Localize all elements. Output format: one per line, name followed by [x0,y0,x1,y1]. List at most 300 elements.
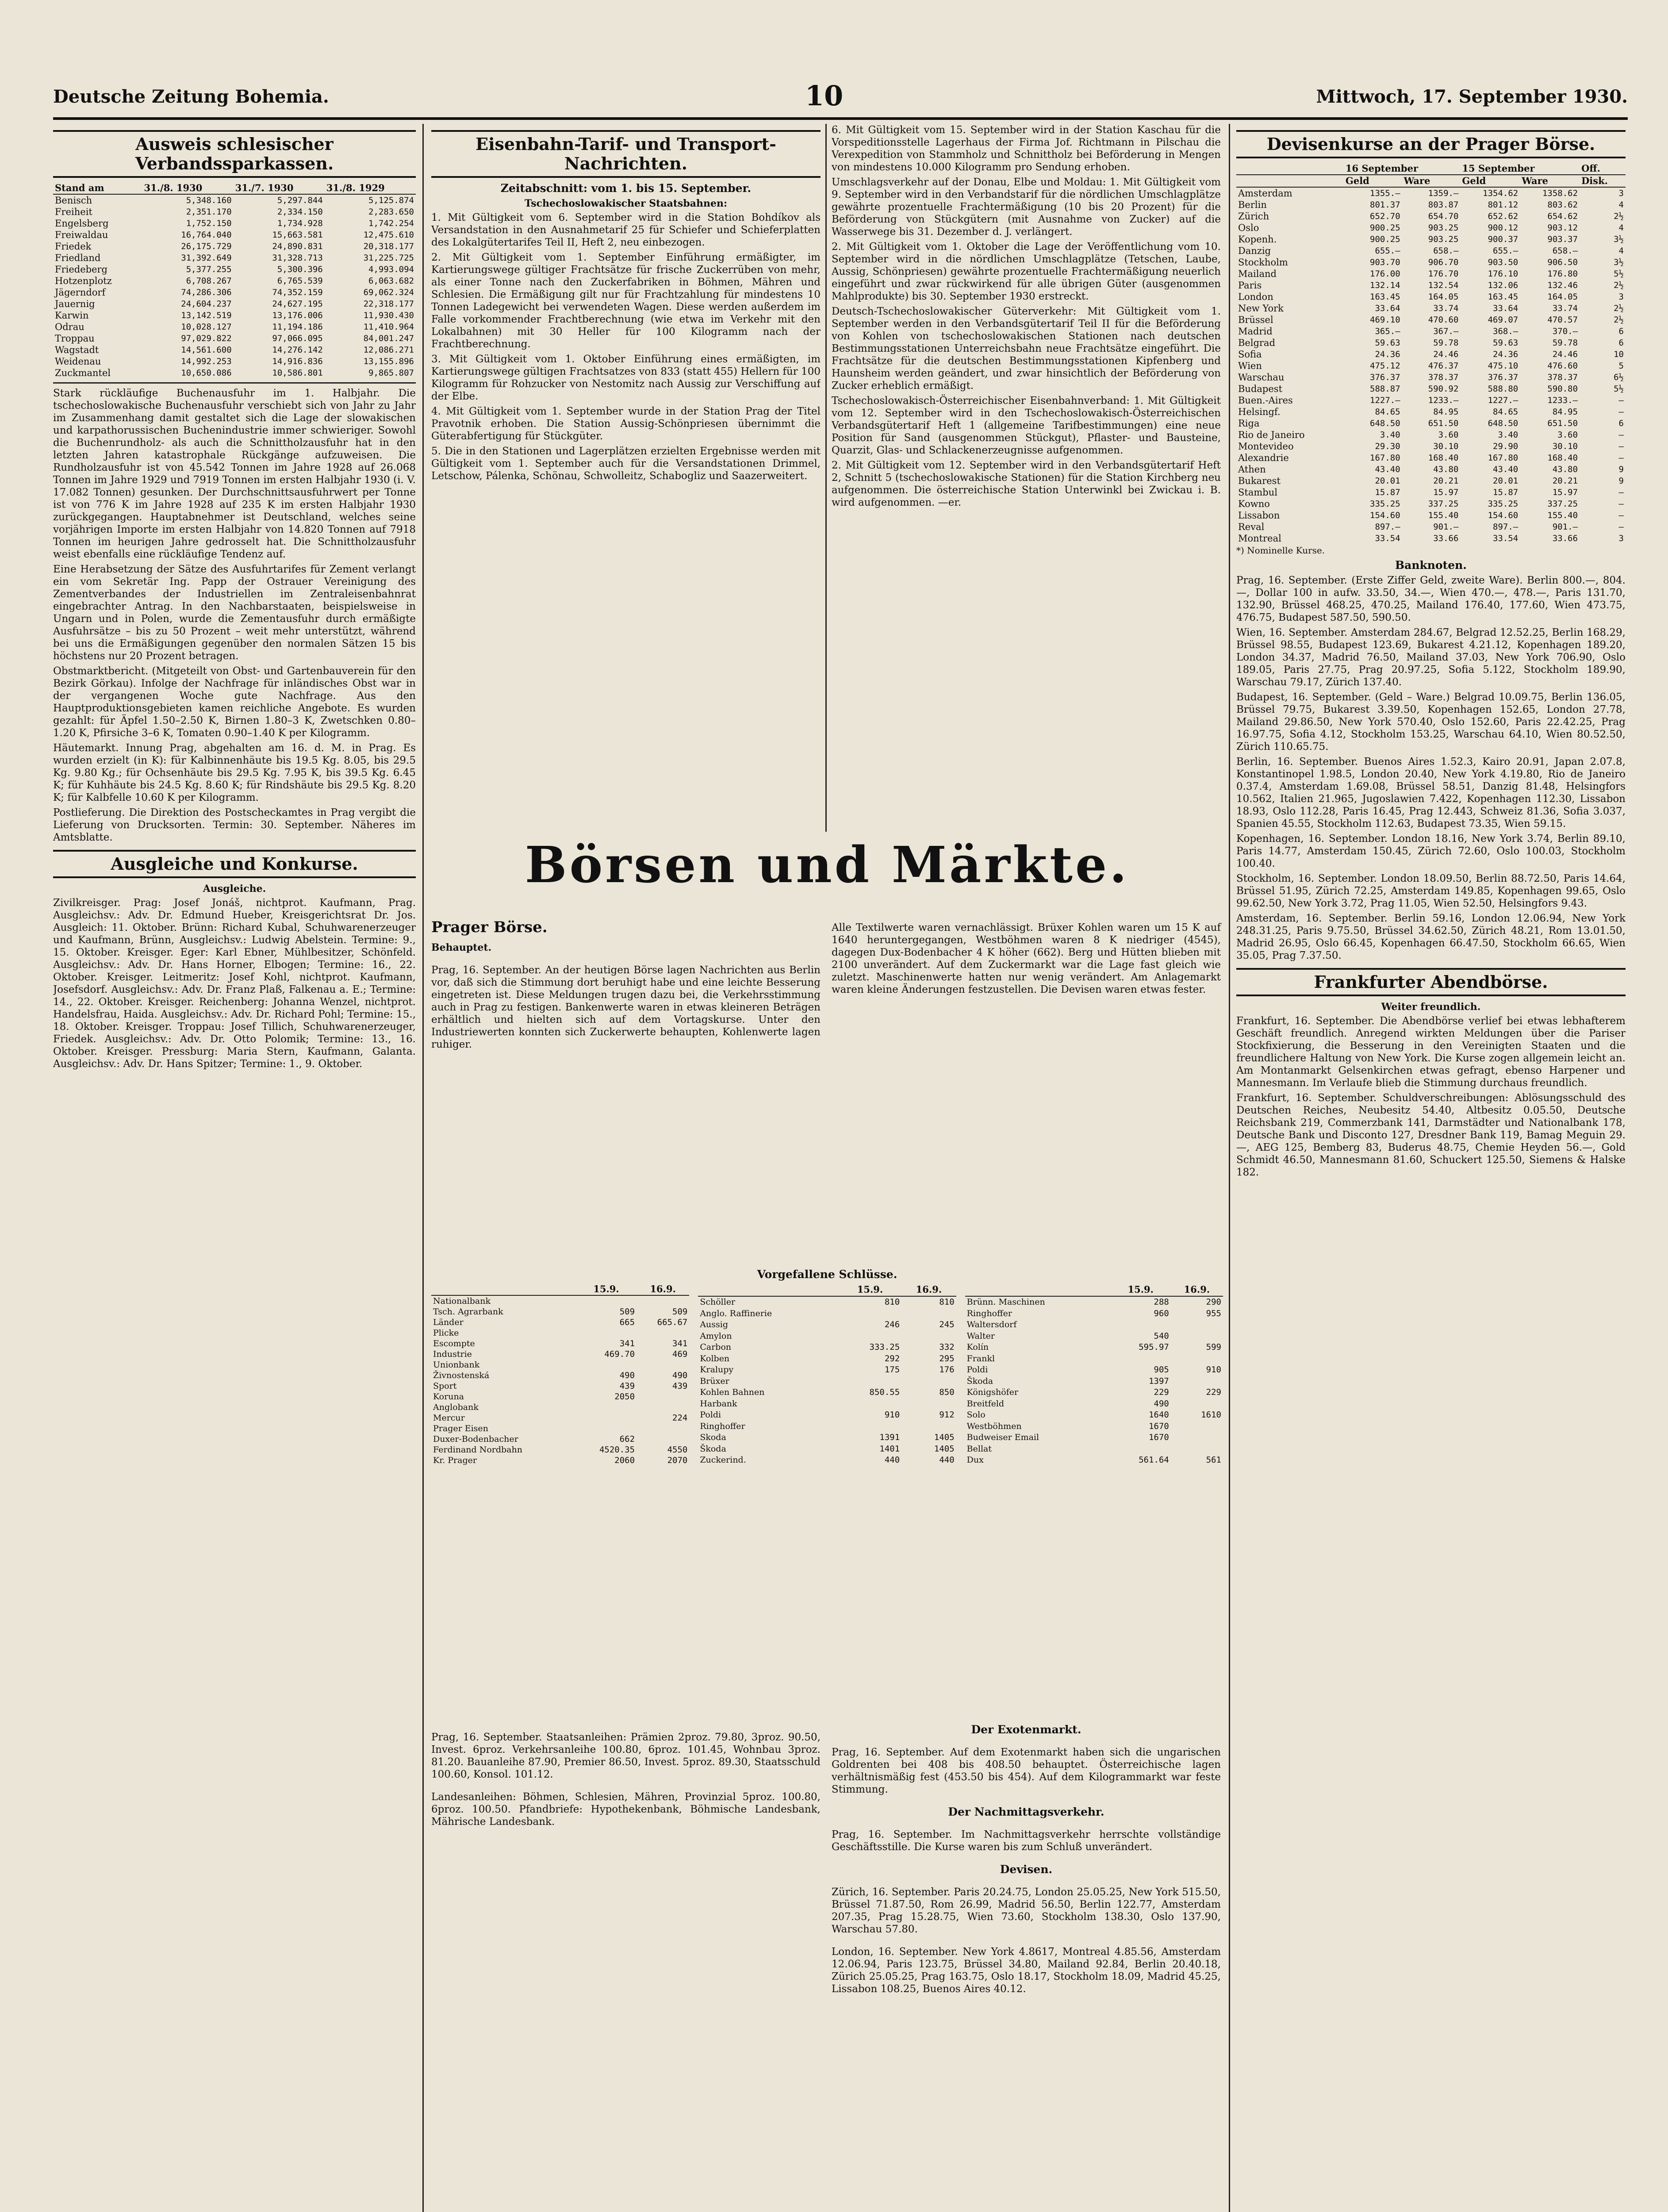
cell-value: 470.60 [1428,315,1459,325]
cell-value: 20.21 [1552,476,1578,486]
table-row [965,1398,1223,1409]
cell-value: 655.— [1493,246,1518,256]
cell-value: 651.50 [1428,419,1459,428]
table-header: Geld [1460,175,1520,187]
table-row [698,1398,956,1409]
row-label: Anglobank [433,1402,479,1412]
cell-value: 176.80 [1547,269,1578,279]
table-header [698,1283,838,1296]
row-label: Škoda [700,1444,726,1454]
cell-value: 588.80 [1488,384,1518,394]
cell-value: 901.— [1552,522,1578,532]
cell-value [637,1391,689,1402]
banknoten-title: Banknoten. [1395,559,1467,572]
table-row [698,1421,956,1432]
paragraph: 3. Mit Gültigkeit vom 1. Oktober Einführung eines ermäßigten, im Kartierungswege gültigen Frachtsatzes von 833 (statt 455) Hellern für 100 Kilogramm für Rohzucker von Nestomitz nach Aussig zur Verschiffung auf der Elbe. [431,353,821,402]
cell-value: 3½ [1614,257,1624,267]
cell-value: 15.87 [1375,488,1400,497]
page-header [53,82,1628,120]
cell-value: 14,916.836 [272,357,323,366]
row-label: Hotzenplotz [55,276,112,286]
cell-value: 10,028.127 [181,322,232,332]
cell-value [637,1295,689,1306]
footnote: *) Nominelle Kurse. [1236,545,1325,556]
table-row [698,1432,956,1443]
cell-value: 378.37 [1428,373,1459,382]
row-label: Amylon [700,1331,732,1341]
cell-value: 469.10 [1370,315,1400,325]
cell-value: 648.50 [1370,419,1400,428]
cell-value: 163.45 [1370,292,1400,302]
row-label: Živnostenská [433,1371,490,1380]
cell-value: 469 [672,1349,688,1359]
row-label: Riga [1238,418,1260,429]
cell-value: 59.78 [1552,338,1578,348]
table-row [53,287,416,298]
cell-value: 333.25 [869,1342,900,1352]
cell-value: 897.— [1375,522,1400,532]
row-label: Ringhoffer [700,1421,745,1431]
cell-value [901,1330,956,1341]
table-row [53,356,416,367]
paragraph: 5. Die in den Stationen und Lagerplätzen erzielten Ergebnisse werden mit Gültigkeit vom 1. September auch für die Versandstationen Drimmel, Letschow, Pálenka, Schönau, Schwolleitz, Schabogliz und Saazerweitert. [431,445,821,482]
cell-value: 6,063.682 [368,276,414,286]
cell-value: 335.25 [1488,499,1518,509]
cell-value: 801.12 [1488,200,1518,210]
row-label: Industrie [433,1349,472,1359]
row-label: Stambul [1238,487,1277,498]
cell-value [1171,1353,1223,1364]
table-row [431,1370,689,1381]
cell-value: 246 [884,1320,900,1330]
boerse-continued [832,911,1221,1006]
cell-value: 905 [1154,1365,1169,1375]
paragraph: Prag, 16. September. Auf dem Exotenmarkt haben sich die ungarischen Goldrenten bei 408 bis 408.50 behauptet. Österreichische lagen verhältnismäßig fest (453.50 bis 454). Auf dem Kilogrammarkt war feste Stimmung. [832,1747,1221,1795]
table-row [965,1342,1223,1353]
table-header: 15.9. [1111,1283,1171,1296]
row-label: Kr. Prager [433,1455,477,1465]
cell-value: 132.54 [1428,280,1459,290]
cell-value: 341 [619,1339,635,1348]
cell-value: 2½ [1614,280,1624,290]
cell-value: 1227.— [1370,396,1400,405]
row-label: Berlin [1238,200,1267,210]
table-row [698,1296,956,1308]
cell-value: — [1618,396,1624,405]
cell-value: 490 [1154,1398,1169,1409]
cell-value: 176 [939,1365,955,1375]
cell-value: 43.40 [1375,465,1400,474]
table-row [698,1364,956,1375]
ausgleiche-title: Ausgleiche und Konkurse. [53,850,416,878]
row-label: Mailand [1238,269,1277,279]
cell-value: 658.— [1433,246,1459,256]
cell-value: — [1618,499,1624,509]
cell-value: 74,352.159 [272,288,323,297]
cell-value: 652.70 [1370,211,1400,221]
devisen-title: Devisen. [1000,1863,1053,1876]
table-row [1236,349,1626,360]
cell-value: 4,993.094 [368,265,414,274]
cell-value: 12,475.610 [363,230,414,240]
cell-value: 1670 [1149,1432,1169,1443]
paragraph: 2. Mit Gültigkeit vom 1. Oktober die Lage der Veröffentlichung vom 10. September wird in die nördlichen Umschlagplätze (Tetschen, Laube, Aussig, Schönpriesen) gewährte prozentuelle Frachtermäßigung neuerlich eingeführt und zwar rückwirkend für alle übrigen Güter (ausgenommen Mahlprodukte) bis 30. September 1930 erstreckt. [832,241,1221,302]
paragraph: London, 16. September. New York 4.8617, Montreal 4.85.56, Amsterdam 12.06.94, Paris 123.75, Brüssel 34.80, Mailand 92.84, Berlin 20.40.18, Zürich 25.05.25, Prag 163.75, Oslo 18.17, Stockholm 18.09, Madrid 45.25, Lissabon 108.25, Buenos Aires 40.12. [832,1946,1221,1995]
table-header: Disk. [1580,175,1626,187]
cell-value: 654.62 [1547,211,1578,221]
table-row [1236,222,1626,234]
cell-value: 154.60 [1488,511,1518,520]
cell-value: 10,586.801 [272,368,323,378]
cell-value: 292 [884,1353,900,1363]
cell-value: 1,742.254 [368,219,414,228]
cell-value: 1359.— [1428,188,1459,198]
cell-value: 440 [939,1455,955,1465]
table-row [1236,211,1626,222]
row-label: Athen [1238,464,1266,475]
cell-value: 652.62 [1488,211,1518,221]
cell-value: 850.55 [869,1387,900,1398]
table-row [698,1375,956,1386]
cell-value [1171,1330,1223,1341]
cell-value: 168.40 [1428,453,1459,463]
cell-value: 901.— [1433,522,1459,532]
cell-value: 84.95 [1433,407,1459,417]
devisenkurse-title: Devisenkurse an der Prager Börse. [1236,130,1626,158]
row-label: Oslo [1238,223,1259,233]
cell-value: 6 [1618,338,1624,348]
column-1 [53,124,416,2212]
cell-value: 509 [672,1307,688,1317]
table-row [53,206,416,218]
cell-value: 12,086.271 [363,345,414,355]
table-header: 15.9. [839,1283,901,1296]
cell-value: 43.80 [1433,465,1459,474]
table-row [965,1319,1223,1330]
cell-value: 176.10 [1488,269,1518,279]
sparkassen-table [53,182,416,379]
table-row [698,1330,956,1341]
cell-value: 561.64 [1139,1455,1169,1465]
cell-value: 74,286.306 [181,288,232,297]
cell-value: 15.87 [1493,488,1518,497]
cell-value: 378.37 [1547,373,1578,382]
cell-value: 4 [1618,200,1624,210]
cell-value: 897.— [1493,522,1518,532]
table-row [965,1387,1223,1398]
table-row [965,1421,1223,1432]
cell-value: 229 [1154,1387,1169,1398]
row-label: Weidenau [55,356,101,367]
cell-value: 9 [1618,476,1624,486]
table-row [53,321,416,333]
cell-value [839,1398,901,1409]
cell-value: 11,930.430 [363,311,414,320]
row-label: Kowno [1238,499,1270,509]
row-label: Karwin [55,310,89,321]
cell-value: 2,334.150 [277,207,323,217]
row-label: Unionbank [433,1360,480,1370]
cell-value: 11,194.186 [272,322,323,332]
cell-value: 84.95 [1552,407,1578,417]
cell-value: 24,890.831 [272,242,323,251]
row-label: Freiwaldau [55,230,108,240]
row-label: Zürich [1238,211,1269,222]
row-label: Bellat [966,1444,992,1454]
row-label: Mercur [433,1413,465,1423]
cell-value: 84,001.247 [363,334,414,343]
table-row [1236,395,1626,406]
cell-value: 900.25 [1370,234,1400,244]
table-row [1236,521,1626,533]
row-label: Jauernig [55,299,95,309]
cell-value: 4550 [667,1445,688,1455]
row-label: Skoda [700,1432,726,1443]
prager-boerse-title: Prager Börse. [431,918,548,936]
cell-value: 30.10 [1433,442,1459,451]
cell-value: 2½ [1614,315,1624,325]
cell-value: 155.40 [1547,511,1578,520]
row-label: Amsterdam [1238,188,1292,199]
table-row [965,1432,1223,1443]
eisenbahn-subtitle: Zeitabschnitt: vom 1. bis 15. September. [500,182,752,195]
cell-value: 903.50 [1488,257,1518,267]
table-row [431,1413,689,1423]
table-row [965,1308,1223,1319]
row-label: Prager Eisen [433,1424,488,1433]
table-row [53,275,416,287]
cell-value: 900.37 [1488,234,1518,244]
cell-value: 20.21 [1433,476,1459,486]
cell-value: 801.37 [1370,200,1400,210]
cell-value [637,1423,689,1434]
paragraph: Stockholm, 16. September. London 18.09.50, Berlin 88.72.50, Paris 14.64, Brüssel 51.95, Zürich 72.25, Amsterdam 149.85, Kopenhagen 99.65, Oslo 99.62.50, New York 3.72, Prag 11.05, Wien 52.50, Helsingfors 9.43. [1236,873,1626,909]
table-row [698,1409,956,1421]
table-row [965,1364,1223,1375]
cell-value: 912 [939,1410,955,1420]
cell-value: 900.25 [1370,223,1400,233]
table-row [431,1455,689,1466]
cell-value: 476.37 [1428,361,1459,371]
cell-value: 20.01 [1493,476,1518,486]
cell-value: 490 [619,1371,635,1380]
cell-value: 1233.— [1547,396,1578,405]
table-row [1236,187,1626,199]
exoten-devisen [832,1721,1221,2005]
row-label: Nationalbank [433,1296,491,1306]
cell-value: 6 [1618,419,1624,428]
row-label: Kolín [966,1342,989,1352]
row-label: Kopenh. [1238,234,1277,245]
table-row [1236,406,1626,418]
cell-value [637,1434,689,1444]
cell-value: 33.74 [1433,303,1459,313]
table-header [965,1283,1111,1296]
column-rule [1229,124,1230,2212]
cell-value: 4 [1618,246,1624,256]
cell-value: 295 [939,1353,955,1363]
cell-value: 955 [1206,1308,1221,1318]
column-rule [422,124,424,2212]
table-row [698,1308,956,1319]
cell-value: 910 [1206,1365,1221,1375]
row-label: Reval [1238,522,1265,532]
row-label: Friedeberg [55,264,107,275]
cell-value: 13,155.896 [363,357,414,366]
cell-value: 588.87 [1370,384,1400,394]
cell-value: 6½ [1614,373,1624,382]
table-row [1236,498,1626,510]
cell-value: 14,992.253 [181,357,232,366]
row-label: Troppau [55,333,95,344]
cell-value: 1405 [934,1432,955,1443]
table-header: 31./8. 1929 [325,182,416,194]
row-label: Anglo. Raffinerie [700,1308,772,1318]
cell-value: 31,328.713 [272,253,323,263]
paragraph: Berlin, 16. September. Buenos Aires 1.52.3, Kairo 20.91, Japan 2.07.8, Konstantinopel 1.98.5, London 20.40, New York 4.19.80, Rio de Janeiro 0.37.4, Amsterdam 1.69.08, Brüssel 58.51, Danzig 81.48, Helsingfors 10.562, Italien 21.965, Jugoslawien 7.422, Kopenhagen 112.30, Lissabon 18.93, Oslo 112.28, Paris 16.45, Prag 12.443, Schweiz 81.36, Sofia 3.037, Spanien 45.55, Stockholm 112.63, Budapest 73.35, Wien 59.15. [1236,756,1626,830]
cell-value: 132.46 [1547,280,1578,290]
column-rule [825,124,827,832]
cell-value: 26,175.729 [181,242,232,251]
cell-value: 3.40 [1380,430,1400,440]
cell-value: 376.37 [1488,373,1518,382]
cell-value: 33.64 [1375,303,1400,313]
cell-value: — [1618,430,1624,440]
table-row [1236,464,1626,475]
table-row [1236,303,1626,314]
table-row [1236,234,1626,245]
paragraph: 4. Mit Gültigkeit vom 1. September wurde in der Station Prag der Titel Pravotnik erhoben. Die Station Aussig-Schönpriesen übernimmt die Güterabfertigung für Stückgüter. [431,406,821,442]
cell-value: 97,066.095 [272,334,323,343]
row-label: Engelsberg [55,218,109,229]
cell-value [1111,1443,1171,1454]
cell-value [576,1359,637,1370]
table-row [431,1402,689,1413]
cell-value [1111,1353,1171,1364]
cell-value: 1,734.928 [277,219,323,228]
table-row [431,1434,689,1444]
cell-value: 33.64 [1493,303,1518,313]
cell-value [901,1375,956,1386]
row-label: Rio de Janeiro [1238,430,1305,440]
row-label: Frankl [966,1353,995,1363]
cell-value [637,1328,689,1338]
cell-value: 595.97 [1139,1342,1169,1352]
table-header: 31./8. 1930 [142,182,233,194]
table-row [698,1319,956,1330]
cell-value: 590.80 [1547,384,1578,394]
paragraph: Amsterdam, 16. September. Berlin 59.16, London 12.06.94, New York 248.31.25, Paris 9.75.50, Brüssel 34.62.50, Zürich 48.21, Rom 13.01.50, Madrid 26.95, Oslo 66.45, Kopenhagen 66.47.50, Stockholm 66.65, Wien 35.05, Prag 7.37.50. [1236,913,1626,961]
cell-value: 9,865.807 [368,368,414,378]
table-row [431,1391,689,1402]
cell-value [1111,1319,1171,1330]
cell-value: 665.67 [657,1317,688,1327]
cell-value: 20.01 [1375,476,1400,486]
row-label: Westböhmen [966,1421,1022,1431]
cell-value: 1227.— [1488,396,1518,405]
cell-value: 14,561.600 [181,345,232,355]
cell-value: 476.60 [1547,361,1578,371]
article-obstmarkt: Obstmarktbericht. (Mitgeteilt von Obst- und Gartenbauverein für den Bezirk Görkau). Infolge der Nachfrage für inländisches Obst war in der vergangenen Woche gute Nachfrage. Aus den Hauptproduktionsgebieten kamen reichliche Angebote. Es wurden gezahlt: für Äpfel 1.50–2.50 K, Birnen 1.80–3 K, Zwetschken 0.80–1.20 K, Pfirsiche 3–6 K, Tomaten 0.90–1.40 K per Kilogramm. [53,665,416,739]
cell-value: 5,125.874 [368,196,414,205]
cell-value: 97,029.822 [181,334,232,343]
cell-value [839,1308,901,1319]
cell-value: 84.65 [1375,407,1400,417]
table-row [1236,199,1626,211]
cell-value: 167.80 [1488,453,1518,463]
table-header: 15 September [1460,163,1580,175]
cell-value: 5½ [1614,384,1624,394]
article-zementtarif: Eine Herabsetzung der Sätze des Ausfuhrtarifes für Zement verlangt ein vom Sekretär Ing. Papp der Ostrauer Vereinigung des Zementverbandes der Industriellen im Zentraleisenbahnrat eingebrachter Antrag. In den Nachbarstaaten, beispielsweise in Ungarn und in Polen, wurde die Zementausfuhr durch ermäßigte Ausfuhrsätze – bis zu 50 Prozent – weit mehr unterstützt, während bei uns die Ermäßigungen gegenüber den normalen Sätzen 15 bis höchstens nur 20 Prozent betragen. [53,564,416,662]
paragraph: Prag, 16. September. Staatsanleihen: Prämien 2proz. 79.80, 3proz. 90.50, Invest. 6proz. Verkehrsanleihe 100.80, 6proz. 101.45, Wohnbau 3proz. 81.20. Bauanleihe 87.90, Premier 86.50, Invest. 5proz. 89.30, Staatsschuld 100.60, Konsol. 101.12. [431,1732,821,1780]
cell-value: 154.60 [1370,511,1400,520]
cell-value: 903.70 [1370,257,1400,267]
row-label: Ringhoffer [966,1308,1012,1318]
cell-value: 164.05 [1547,292,1578,302]
table-row [1236,418,1626,429]
cell-value: 16,764.040 [181,230,232,240]
row-label: Brüssel [1238,315,1273,325]
cell-value: 33.74 [1552,303,1578,313]
cell-value: 910 [884,1410,900,1420]
cell-value: 2,283.650 [368,207,414,217]
paragraph: 2. Mit Gültigkeit vom 1. September Einführung ermäßigter, im Kartierungswege gültiger Frachtsätze für frische Zuckerrüben von mehr, als einer Tonne nach den Zuckerfabriken in Böhmen, Mähren und Schlesien. Die Ermäßigung gilt nur für Frachtzahlung für mindestens 10 Tonnen Ladegewicht bei verwendeten Wagen. Diese werden außerdem im Falle vorkommender Frachtberechnung (wie etwa im Verkehr mit den Lokalbahnen) mit 30 Heller für 100 Kilogramm nach der Frachtberechnung. [431,252,821,350]
cell-value: 132.14 [1370,280,1400,290]
row-label: Helsingf. [1238,407,1281,417]
cell-value: 4 [1618,223,1624,233]
paragraph: Prag, 16. September. (Erste Ziffer Geld, zweite Ware). Berlin 800.—, 804.—, Dollar 100 in aufw. 33.50, 34.—, Wien 470.—, 478.—, Paris 131.70, 132.90, Brüssel 468.25, 470.25, Mailand 176.40, 177.60, Wien 473.75, 476.75, Budapest 587.50, 590.50. [1236,575,1626,623]
cell-value: 440 [884,1455,900,1465]
row-label: Lissabon [1238,510,1280,521]
row-label: Poldi [700,1410,721,1420]
table-header: 16.9. [901,1283,956,1296]
cell-value: 2½ [1614,303,1624,313]
column-2 [431,124,821,832]
cell-value: 31,225.725 [363,253,414,263]
cell-value: 33.66 [1552,534,1578,543]
table-row [1236,337,1626,349]
page-number: 10 [805,80,844,112]
cell-value: 33.54 [1493,534,1518,543]
row-label: Ferdinand Nordbahn [433,1445,522,1455]
cell-value: 31,392.649 [181,253,232,263]
cell-value: 900.12 [1488,223,1518,233]
row-label: Koruna [433,1392,464,1402]
row-label: Waltersdorf [966,1320,1017,1330]
cell-value: 651.50 [1547,419,1578,428]
cell-value: 84.65 [1493,407,1518,417]
cell-value: 22,318.177 [363,299,414,309]
table-header: Ware [1402,175,1461,187]
table-row [431,1444,689,1455]
cell-value: 24.46 [1433,349,1459,359]
cell-value: 24.46 [1552,349,1578,359]
table-row [53,333,416,344]
table-row [53,310,416,321]
cell-value: — [1618,407,1624,417]
vorgefallene-schluesse [431,1265,1223,1466]
table-row [431,1423,689,1434]
cell-value [901,1308,956,1319]
cell-value: 168.40 [1547,453,1578,463]
cell-value: 176.70 [1428,269,1459,279]
schluesse-table-right [965,1283,1223,1466]
paragraph: Umschlagsverkehr auf der Donau, Elbe und Moldau: 1. Mit Gültigkeit vom 9. September wird in den Verbandstarif für die nördlichen Umschlagplätze gewährte prozentuelle Frachtermäßigung (10 bis 20 Prozent) für die Beförderung von Stückgütern (mit Ausnahme von Zucker) auf die Wasserwege bis 31. Dezember d. J. verlängert. [832,177,1221,238]
row-label: Alexandrie [1238,453,1289,463]
row-label: Paris [1238,280,1262,291]
cell-value: 1358.62 [1542,188,1578,198]
row-label: Dux [966,1455,984,1465]
